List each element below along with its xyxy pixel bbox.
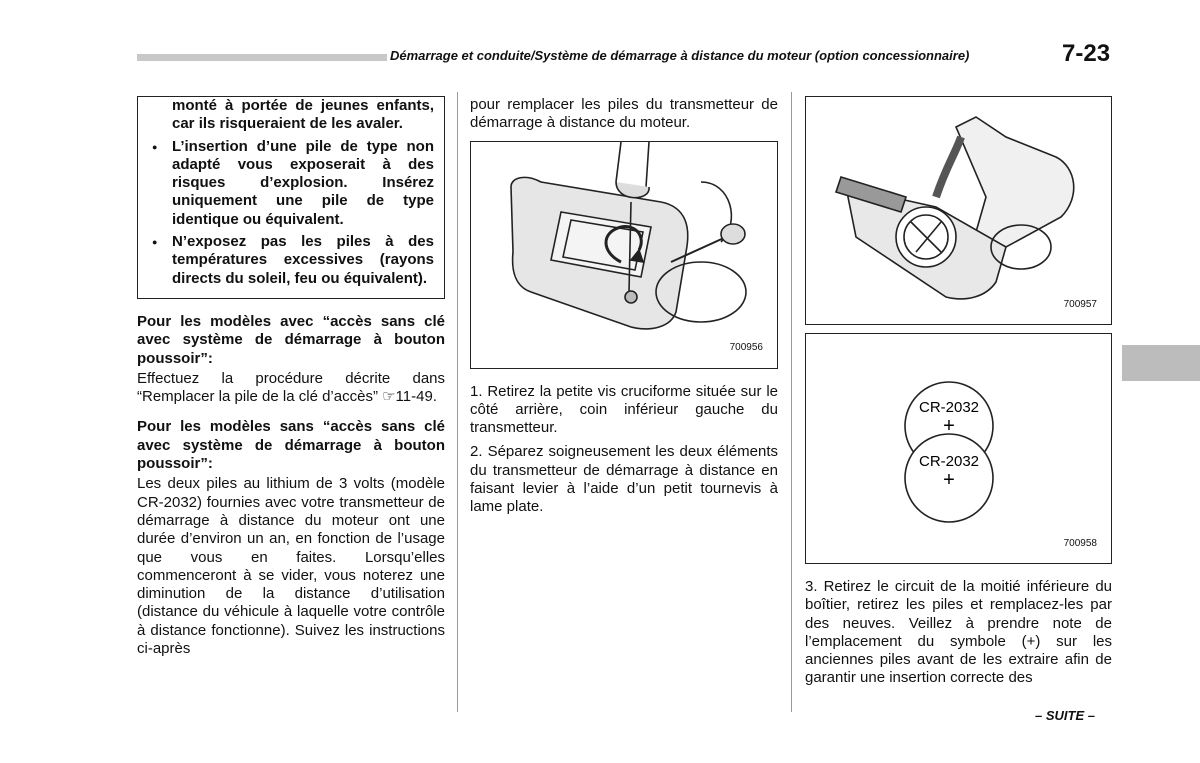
instruction-step: 2. Séparez soigneusement les deux éléments du transmetteur de démarrage à distance en faisant levier à l’aide d’un petit tournevis à lame plate. [470,443,778,516]
chapter-tab [1122,345,1200,381]
column-3 [805,96,1112,694]
warning-box [137,96,445,299]
paragraph: pour remplacer les piles du transmetteur de démarrage à distance du moteur. [470,96,778,132]
instruction-step: 1. Retirez la petite vis cruciforme située sur le côté arrière, coin inférieur gauche du transmetteur. [470,382,778,437]
continued-marker: – SUITE – [1035,708,1095,723]
figure-batteries [805,333,1112,564]
battery-plus-bottom: + [943,469,955,491]
battery-label-top: CR-2032 [918,399,980,416]
batteries-illustration [806,334,1111,563]
figure-id: 700958 [1063,537,1097,549]
warning-item: ● L’insertion d’une pile de type non adapté vous exposerait à des risques d’explosion. Insérez uniquement une pile de type identique ou équivalent. [148,138,434,229]
section-heading: Pour les modèles avec “accès sans clé avec système de démarrage à bouton poussoir”: [137,312,445,367]
page-number: 7-23 [1062,40,1111,67]
figure-id: 700956 [729,342,763,354]
battery-plus-top: + [943,415,955,437]
paragraph: Effectuez la procédure décrite dans “Remplacer la pile de la clé d’accès” ☞11-49. [137,369,445,406]
page-header-title: Démarrage et conduite/Système de démarrage à distance du moteur (option concessionnaire) [390,48,970,63]
open-transmitter-illustration [806,97,1111,324]
paragraph: Les deux piles au lithium de 3 volts (modèle CR-2032) fournies avec votre transmetteur de démarrage à distance du moteur ont une durée d’environ un an, en fonction de l’usage que vous en faites. Lorsqu’elles commenceront à se vider, vous noterez une diminution de la distance d’utilisation (distance du véhicule à laquelle votre contrôle à distance fonctionne). Suivez les instructions ci-après [137,475,445,658]
warning-item: ● N’exposez pas les piles à des températures excessives (rayons directs du soleil, feu ou équivalent). [148,233,434,288]
warning-list [148,138,434,288]
figure-open-case [805,96,1112,325]
battery-label-bottom: CR-2032 [918,453,980,470]
instruction-step: 3. Retirez le circuit de la moitié inférieure du boîtier, retirez les piles et remplacez-les par des neuves. Veillez à prendre note de l’emplacement du symbole (+) sur les anciennes piles avant de les extraire afin de garantir une insertion correcte des [805,578,1112,687]
column-2 [470,96,778,523]
figure-remove-screw [470,141,778,369]
header-bar [137,54,387,61]
warning-continuation: monté à portée de jeunes enfants, car ils risqueraient de les avaler. [172,97,434,133]
section-heading: Pour les modèles sans “accès sans clé avec système de démarrage à bouton poussoir”: [137,418,445,473]
figure-id: 700957 [1063,298,1097,310]
transmitter-screwdriver-illustration [471,142,777,368]
column-divider [457,92,458,712]
column-1 [137,96,445,664]
column-divider [791,92,792,712]
